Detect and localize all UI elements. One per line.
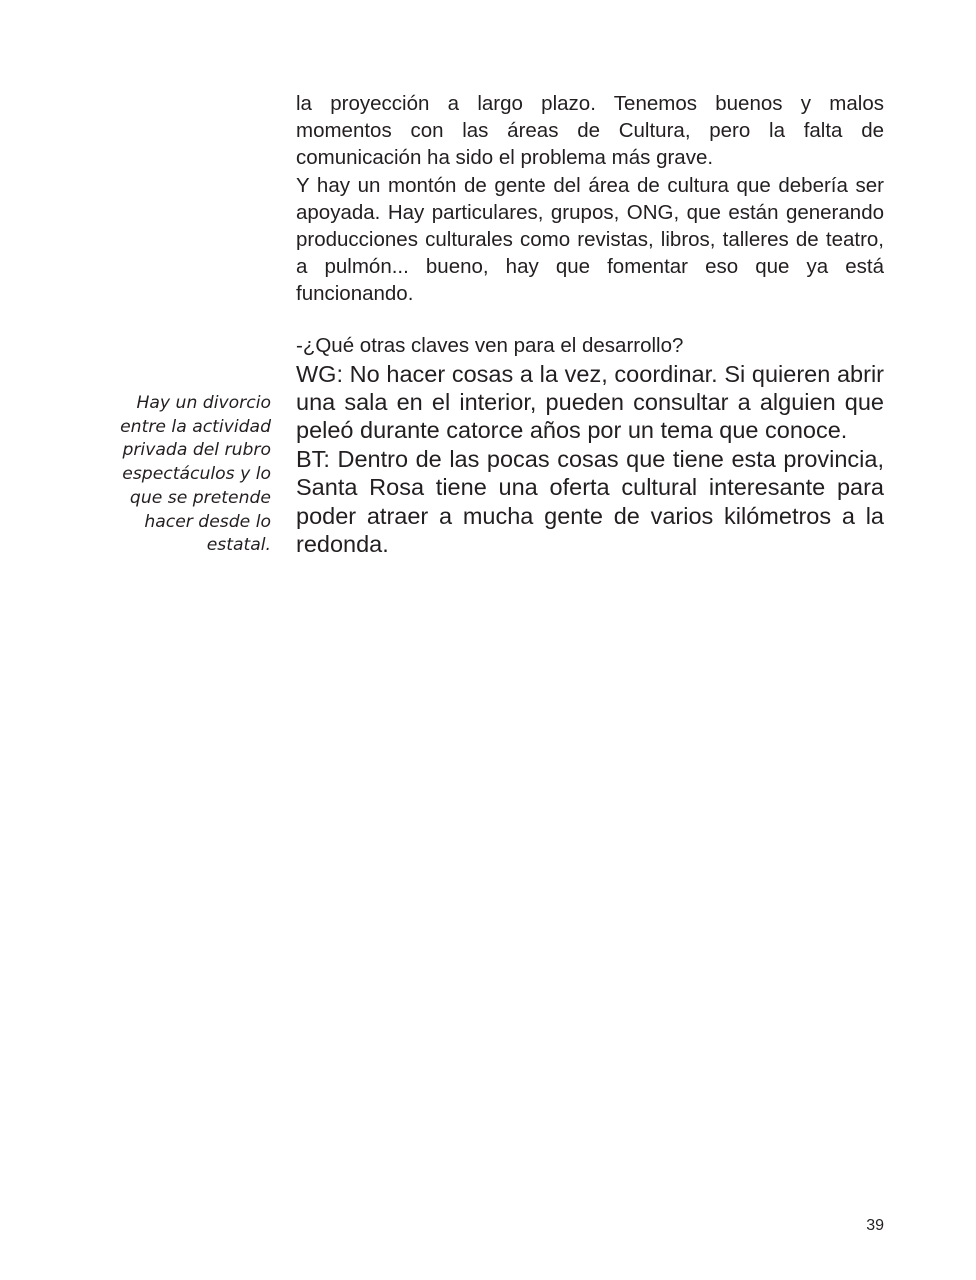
interview-answer-bt: BT: Dentro de las pocas cosas que tiene esta provincia, Santa Rosa tiene una oferta cultural interesante para poder atraer a mucha gente de varios kilómetros a la redonda. [296,445,884,558]
main-text-column [296,90,884,558]
body-paragraph: la proyección a largo plazo. Tenemos buenos y malos momentos con las áreas de Cultura, pero la falta de comunicación ha sido el problema más grave. [296,92,884,170]
interview-question: -¿Qué otras claves ven para el desarrollo? [296,333,684,357]
body-paragraph: Y hay un montón de gente del área de cultura que debería ser apoyada. Hay particulares, grupos, ONG, que están generando producciones culturales como revistas, libros, talleres de teatro, a pulmón... bueno, hay que fomentar eso que ya está funcionando. [296,173,884,306]
page-number: 39 [866,1217,884,1234]
interview-answer-wg: WG: No hacer cosas a la vez, coordinar. Si quieren abrir una sala en el interior, pueden consultar a alguien que peleó durante catorce años por un tema que conoce. [296,360,884,444]
pull-quote: Hay un divorcio entre la actividad privada del rubro espectáculos y lo que se pretende hacer desde lo estatal. [120,393,271,556]
